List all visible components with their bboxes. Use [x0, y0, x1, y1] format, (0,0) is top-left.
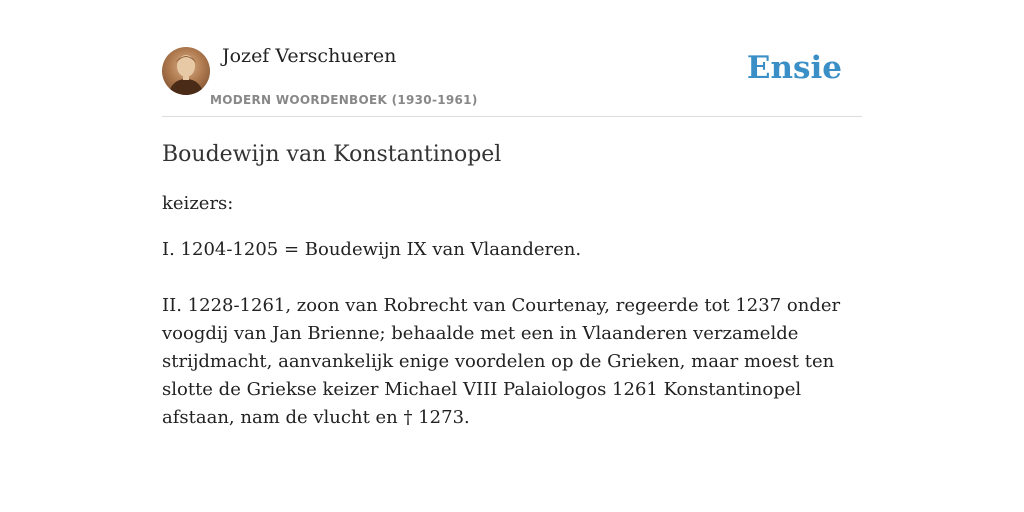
- header: [162, 0, 862, 117]
- source-name[interactable]: MODERN WOORDENBOEK (1930-1961): [210, 93, 478, 107]
- entry-paragraph: II. 1228-1261, zoon van Robrecht van Courtenay, regeerde tot 1237 onder voogdij van Jan Brienne; behaalde met een in Vlaanderen verzamelde strijdmacht, aanvankelijk enige voordelen op de Grieken, maar moest ten slotte de Griekse keizer Michael VIII Palaiologos 1261 Konstantinopel afstaan, nam de vlucht en † 1273.: [162, 295, 841, 428]
- author-avatar[interactable]: [162, 47, 210, 95]
- portrait-image: [162, 47, 210, 95]
- entry-paragraph: I. 1204-1205 = Boudewijn IX van Vlaanderen.: [162, 239, 582, 260]
- entry-content: [162, 138, 862, 432]
- entry-title: Boudewijn van Konstantinopel: [162, 142, 502, 167]
- ensie-logo[interactable]: Ensie: [746, 50, 842, 86]
- author-name[interactable]: Jozef Verschueren: [222, 45, 397, 67]
- entry-paragraph: keizers:: [162, 193, 234, 214]
